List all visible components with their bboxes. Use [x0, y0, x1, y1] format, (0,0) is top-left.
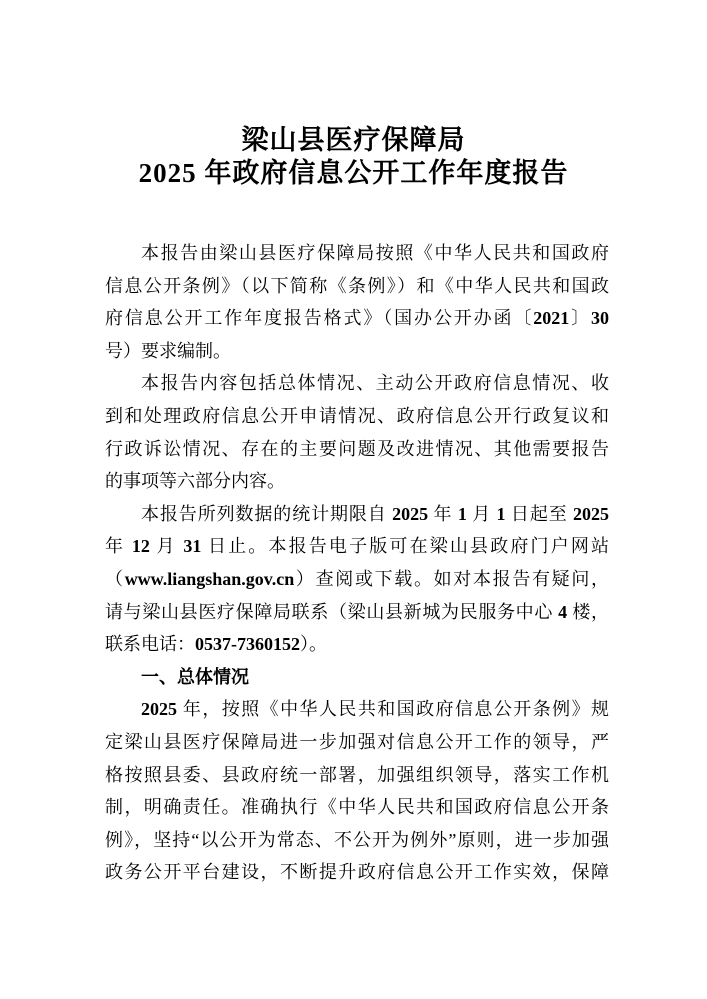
section-1-heading: [105, 661, 609, 694]
document-body: [105, 237, 609, 889]
text-line: 行政诉讼情况、存在的主要问题及改进情况、其他需要报告: [105, 438, 609, 459]
paragraph-section-1-overview: [105, 693, 609, 889]
text-line: 政务公开平台建设，不断提升政府信息公开工作实效，保障: [105, 862, 609, 883]
text-line: 制，明确责任。准确执行《中华人民共和国政府信息公开条: [105, 797, 609, 818]
text-line: 年 12 月 31 日止。本报告电子版可在梁山县政府门户网站: [105, 536, 610, 557]
document-title: [0, 124, 707, 190]
paragraph-intro-basis: [105, 237, 609, 367]
text-line: 2025 年，按照《中华人民共和国政府信息公开条例》规: [141, 699, 609, 720]
text-line: 请与梁山县医疗保障局联系（梁山县新城为民服务中心 4 楼，: [105, 601, 610, 622]
section-heading: 一、总体情况: [141, 666, 249, 687]
text-line: （www.liangshan.gov.cn）查阅或下载。如对本报告有疑问，: [105, 568, 610, 589]
text-line: 例》，坚持“以公开为常态、不公开为例外”原则，进一步加强: [105, 829, 609, 850]
text-line: 本报告所列数据的统计期限自 2025 年 1 月 1 日起至 2025: [141, 503, 610, 524]
title-line-2: 2025 年政府信息公开工作年度报告: [138, 158, 569, 188]
text-line: 的事项等六部分内容。: [105, 471, 285, 492]
text-line: 定梁山县医疗保障局进一步加强对信息公开工作的领导，严: [105, 731, 609, 752]
text-line: 府信息公开工作年度报告格式》（国办公开办函〔2021〕30: [105, 308, 609, 329]
text-line: 信息公开条例》（以下简称《条例》）和《中华人民共和国政: [105, 275, 609, 296]
paragraph-statistics-period-contact: [105, 498, 609, 661]
text-line: 号）要求编制。: [105, 340, 231, 361]
paragraph-report-contents: [105, 367, 609, 497]
text-line: 格按照县委、县政府统一部署，加强组织领导，落实工作机: [105, 764, 609, 785]
text-line: 联系电话：0537-7360152）。: [105, 634, 327, 655]
text-line: 本报告由梁山县医疗保障局按照《中华人民共和国政府: [141, 243, 609, 263]
text-line: 到和处理政府信息公开申请情况、政府信息公开行政复议和: [105, 405, 609, 426]
title-line-1: 梁山县医疗保障局: [241, 125, 466, 155]
text-line: 本报告内容包括总体情况、主动公开政府信息情况、收: [141, 373, 609, 394]
